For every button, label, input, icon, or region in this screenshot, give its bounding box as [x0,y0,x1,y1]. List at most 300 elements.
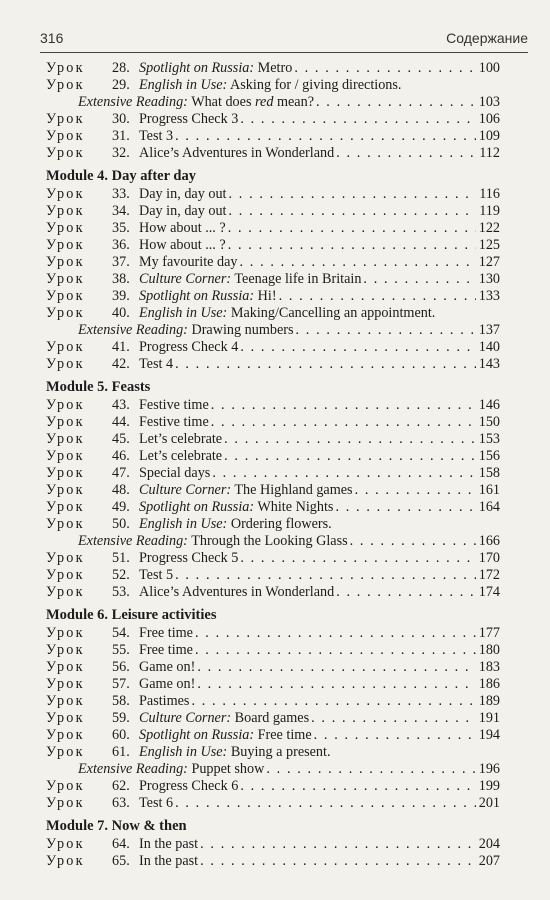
entry-title [139,853,198,870]
entry-title [139,414,209,431]
entry-text: Test 6 [139,795,174,811]
page-ref: 196 [478,761,500,777]
lesson-label: Урок [46,482,85,498]
entry-title [139,659,195,676]
toc-sub-row [46,94,500,111]
page-ref: 130 [478,271,500,287]
lesson-number: 44. [112,414,130,430]
lesson-number: 38. [112,271,130,287]
lesson-label: Урок [46,305,85,321]
entry-text: Asking for / giving directions. [227,77,402,93]
toc-lesson-row [46,60,500,77]
lesson-number: 63. [112,795,130,811]
entry-text: White Nights [254,499,334,515]
lesson-label: Урок [46,397,85,413]
dot-leader [240,339,476,356]
entry-text: Festive time [139,414,209,430]
dot-leader [311,710,476,727]
lesson-number: 64. [112,836,130,852]
lesson-number: 37. [112,254,130,270]
entry-text: How about ... ? [139,237,226,253]
page-ref: 103 [478,94,500,110]
toc-lesson-row [46,77,500,94]
toc-lesson-row [46,584,500,601]
dot-leader [191,693,476,710]
toc-lesson-row [46,145,500,162]
page-ref: 125 [478,237,500,253]
entry-text: Free time [139,642,193,658]
lesson-label: Урок [46,356,85,372]
dot-leader [279,288,476,305]
toc-lesson-row [46,693,500,710]
entry-text: Day in, day out [139,186,227,202]
dot-leader [240,254,477,271]
entry-text: Game on! [139,676,196,692]
entry-title [139,220,226,237]
entry-title [139,642,193,659]
lesson-label: Урок [46,778,85,794]
lesson-number: 29. [112,77,130,93]
dot-leader [363,271,476,288]
dot-leader [175,356,476,373]
page-number: 316 [40,30,64,46]
toc-lesson-row [46,254,500,271]
lesson-number: 55. [112,642,130,658]
lesson-number: 59. [112,710,130,726]
lesson-number: 58. [112,693,130,709]
entry-title [139,744,331,761]
dot-leader [228,220,476,237]
lesson-label: Урок [46,727,85,743]
entry-title [78,761,264,778]
lesson-number: 42. [112,356,130,372]
page-ref: 191 [478,710,500,726]
toc-lesson-row [46,465,500,482]
toc-lesson-row [46,339,500,356]
entry-title [139,676,195,693]
lesson-number: 45. [112,431,130,447]
lesson-label: Урок [46,186,85,202]
toc-lesson-row [46,271,500,288]
page-ref: 166 [478,533,500,549]
entry-text: Let’s celebrate [139,431,223,447]
toc-lesson-row [46,499,500,516]
page-ref: 201 [478,795,500,811]
lesson-label: Урок [46,414,85,430]
lesson-number: 65. [112,853,130,869]
lesson-number: 43. [112,397,130,413]
entry-title [78,322,294,339]
lesson-number: 39. [112,288,130,304]
toc-lesson-row [46,186,500,203]
entry-title [139,305,435,322]
lesson-number: 35. [112,220,130,236]
dot-leader [294,60,476,77]
dot-leader [175,567,476,584]
entry-title [139,111,238,128]
entry-section-label: Spotlight on Russia: [139,60,255,76]
page-ref: 158 [478,465,500,481]
lesson-label: Урок [46,271,85,287]
entry-text-end: mean? [273,94,314,110]
entry-title [139,550,238,567]
page-header [40,30,528,53]
lesson-label: Урок [46,254,85,270]
lesson-number: 52. [112,567,130,583]
entry-text: In the past [139,836,199,852]
lesson-number: 34. [112,203,130,219]
dot-leader [228,237,476,254]
lesson-number: 53. [112,584,130,600]
lesson-label: Урок [46,499,85,515]
lesson-number: 32. [112,145,130,161]
lesson-label: Урок [46,448,85,464]
entry-text: What does [187,94,256,110]
entry-title [139,795,173,812]
entry-text: In the past [139,853,199,869]
dot-leader [350,533,476,550]
entry-title [139,145,334,162]
page-ref: 153 [478,431,500,447]
lesson-label: Урок [46,237,85,253]
entry-text: Progress Check 5 [139,550,239,566]
entry-text: Ordering flowers. [227,516,332,532]
toc-lesson-row [46,356,500,373]
lesson-number: 60. [112,727,130,743]
entry-text: Day in, day out [139,203,227,219]
lesson-number: 46. [112,448,130,464]
entry-text: My favourite day [139,254,238,270]
lesson-label: Урок [46,710,85,726]
page-ref: 116 [479,186,500,202]
entry-title [139,516,332,533]
page-ref: 194 [478,727,500,743]
dot-leader [240,550,476,567]
dot-leader [212,465,476,482]
page-ref: 146 [478,397,500,413]
entry-text: Buying a present. [227,744,331,760]
entry-text: Free time [139,625,193,641]
table-of-contents [46,60,500,870]
dot-leader [336,145,476,162]
page-ref: 207 [478,853,500,869]
page-ref: 122 [478,220,500,236]
entry-text: Hi! [254,288,277,304]
page-ref: 100 [478,60,500,76]
entry-text: Test 4 [139,356,174,372]
toc-lesson-row [46,710,500,727]
entry-title [139,710,309,727]
dot-leader [195,625,476,642]
lesson-number: 61. [112,744,130,760]
entry-title [139,778,238,795]
toc-lesson-row [46,836,500,853]
page-ref: 204 [478,836,500,852]
page-ref: 180 [478,642,500,658]
entry-title [139,431,222,448]
page-ref: 119 [479,203,500,219]
dot-leader [296,322,476,339]
toc-lesson-row [46,220,500,237]
dot-leader [224,431,476,448]
dot-leader [175,128,476,145]
lesson-number: 54. [112,625,130,641]
entry-title [139,356,173,373]
toc-lesson-row [46,111,500,128]
toc-lesson-row [46,397,500,414]
lesson-number: 56. [112,659,130,675]
entry-title [139,465,210,482]
toc-lesson-row [46,516,500,533]
dot-leader [316,94,476,111]
lesson-number: 57. [112,676,130,692]
entry-title [139,271,361,288]
toc-lesson-row [46,305,500,322]
dot-leader [336,584,476,601]
dot-leader [314,727,476,744]
entry-title [139,254,238,271]
entry-title [139,186,226,203]
toc-sub-row [46,533,500,550]
toc-lesson-row [46,567,500,584]
toc-lesson-row [46,659,500,676]
lesson-label: Урок [46,853,85,869]
toc-lesson-row [46,778,500,795]
entry-section-label: Culture Corner: [139,271,232,287]
lesson-label: Урок [46,584,85,600]
entry-text: Progress Check 6 [139,778,239,794]
toc-lesson-row [46,414,500,431]
entry-section-label: English in Use: [139,305,228,321]
entry-text: Alice’s Adventures in Wonderland [139,584,335,600]
toc-lesson-row [46,795,500,812]
entry-text: Progress Check 3 [139,111,239,127]
lesson-label: Урок [46,567,85,583]
module-heading: Module 5. Feasts [46,379,151,395]
lesson-number: 41. [112,339,130,355]
page-ref: 106 [478,111,500,127]
entry-title [139,203,226,220]
entry-title [139,237,226,254]
lesson-label: Урок [46,77,85,93]
page-ref: 189 [478,693,500,709]
dot-leader [200,853,476,870]
entry-section-label: Spotlight on Russia: [139,288,255,304]
lesson-label: Урок [46,203,85,219]
lesson-number: 28. [112,60,130,76]
lesson-label: Урок [46,111,85,127]
lesson-number: 62. [112,778,130,794]
running-title: Содержание [446,30,528,46]
entry-text: Making/Cancelling an appointment. [227,305,436,321]
entry-text: Drawing numbers [187,322,294,338]
dot-leader [228,203,476,220]
entry-title [139,448,222,465]
dot-leader [195,642,476,659]
entry-title [78,94,314,111]
toc-lesson-row [46,676,500,693]
toc-sub-row [46,322,500,339]
lesson-label: Урок [46,659,85,675]
page-ref: 156 [478,448,500,464]
toc-lesson-row [46,448,500,465]
dot-leader [175,795,476,812]
page-ref: 140 [478,339,500,355]
lesson-label: Урок [46,516,85,532]
toc-lesson-row [46,550,500,567]
entry-title [139,727,312,744]
page-ref: 174 [478,584,500,600]
page-ref: 143 [478,356,500,372]
lesson-label: Урок [46,642,85,658]
lesson-number: 40. [112,305,130,321]
entry-text: Puppet show [187,761,265,777]
dot-leader [211,397,476,414]
toc-lesson-row [46,288,500,305]
entry-title [139,625,193,642]
toc-lesson-row [46,853,500,870]
dot-leader [335,499,476,516]
toc-lesson-row [46,744,500,761]
lesson-number: 33. [112,186,130,202]
entry-title [139,60,292,77]
entry-text: Metro [254,60,293,76]
page-ref: 112 [479,145,500,161]
lesson-number: 30. [112,111,130,127]
entry-section-label: Spotlight on Russia: [139,499,255,515]
entry-section-label: English in Use: [139,516,228,532]
entry-text: Test 5 [139,567,174,583]
entry-section-label: Extensive Reading: [78,761,188,777]
entry-title [139,77,401,94]
entry-title [139,693,189,710]
toc-lesson-row [46,727,500,744]
entry-text: Alice’s Adventures in Wonderland [139,145,335,161]
entry-text: The Highland games [231,482,353,498]
module-heading: Module 6. Leisure activities [46,607,217,623]
entry-section-label: Culture Corner: [139,710,232,726]
page-ref: 170 [478,550,500,566]
lesson-label: Урок [46,339,85,355]
dot-leader [224,448,476,465]
entry-text: Pastimes [139,693,190,709]
entry-text: Progress Check 4 [139,339,239,355]
lesson-label: Урок [46,625,85,641]
page-ref: 186 [478,676,500,692]
lesson-number: 49. [112,499,130,515]
lesson-label: Урок [46,836,85,852]
page-ref: 127 [478,254,500,270]
page-ref: 133 [478,288,500,304]
toc-lesson-row [46,128,500,145]
lesson-label: Урок [46,128,85,144]
lesson-label: Урок [46,744,85,760]
page-ref: 199 [478,778,500,794]
entry-text: Through the Looking Glass [187,533,348,549]
lesson-number: 50. [112,516,130,532]
entry-section-label: English in Use: [139,744,228,760]
lesson-label: Урок [46,288,85,304]
entry-title [139,499,333,516]
lesson-number: 51. [112,550,130,566]
lesson-label: Урок [46,693,85,709]
entry-text: Let’s celebrate [139,448,223,464]
lesson-number: 48. [112,482,130,498]
lesson-label: Урок [46,795,85,811]
page-ref: 183 [478,659,500,675]
lesson-label: Урок [46,550,85,566]
page-ref: 161 [478,482,500,498]
lesson-number: 47. [112,465,130,481]
dot-leader [266,761,476,778]
toc-lesson-row [46,237,500,254]
module-heading: Module 4. Day after day [46,168,196,184]
toc-sub-row [46,761,500,778]
lesson-label: Урок [46,676,85,692]
entry-section-label: Extensive Reading: [78,533,188,549]
entry-title [139,128,173,145]
entry-text: How about ... ? [139,220,226,236]
entry-section-label: English in Use: [139,77,228,93]
dot-leader [240,111,476,128]
dot-leader [355,482,476,499]
lesson-label: Урок [46,465,85,481]
entry-text: Game on! [139,659,196,675]
entry-text: Free time [254,727,312,743]
entry-text: Special days [139,465,211,481]
dot-leader [228,186,476,203]
entry-title [139,288,277,305]
entry-title [139,836,198,853]
entry-title [78,533,348,550]
toc-lesson-row [46,203,500,220]
entry-title [139,584,334,601]
lesson-label: Урок [46,220,85,236]
page-ref: 172 [478,567,500,583]
module-heading: Module 7. Now & then [46,818,187,834]
lesson-label: Урок [46,145,85,161]
entry-section-label: Extensive Reading: [78,94,188,110]
dot-leader [197,659,476,676]
entry-title [139,567,173,584]
entry-emphasis: red [255,94,274,110]
page-ref: 137 [478,322,500,338]
dot-leader [240,778,476,795]
entry-title [139,339,238,356]
entry-section-label: Spotlight on Russia: [139,727,255,743]
lesson-number: 31. [112,128,130,144]
entry-text: Board games [231,710,310,726]
toc-lesson-row [46,625,500,642]
page-ref: 177 [478,625,500,641]
lesson-label: Урок [46,60,85,76]
entry-text: Test 3 [139,128,174,144]
entry-title [139,482,353,499]
entry-section-label: Culture Corner: [139,482,232,498]
entry-title [139,397,209,414]
dot-leader [197,676,476,693]
toc-lesson-row [46,642,500,659]
entry-text: Festive time [139,397,209,413]
entry-text: Teenage life in Britain [231,271,362,287]
entry-section-label: Extensive Reading: [78,322,188,338]
dot-leader [200,836,476,853]
dot-leader [211,414,476,431]
page-ref: 109 [478,128,500,144]
page-ref: 164 [478,499,500,515]
toc-lesson-row [46,482,500,499]
page-ref: 150 [478,414,500,430]
